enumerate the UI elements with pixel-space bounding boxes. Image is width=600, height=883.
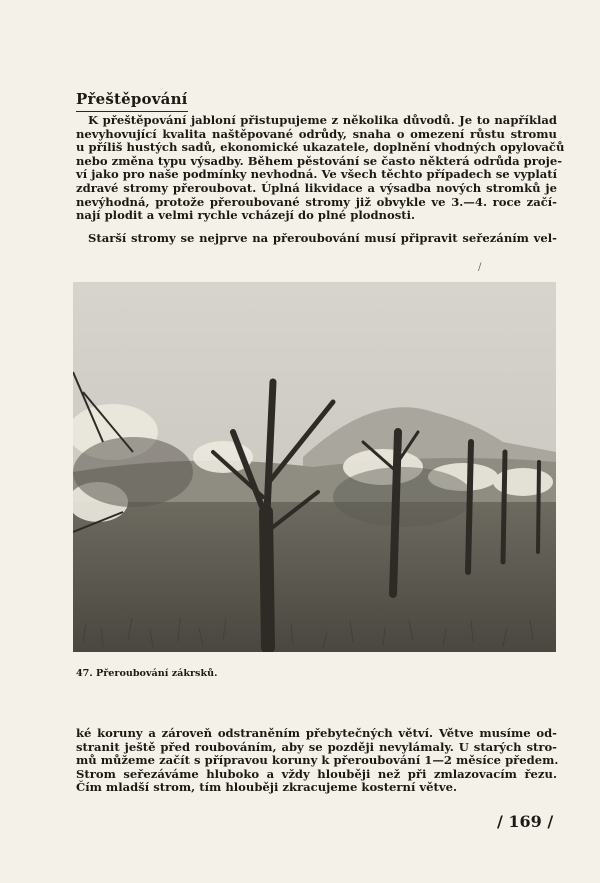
text-line: ví jako pro naše podmínky nevhodná. Ve všech těchto případech se vyplatí — [76, 167, 557, 182]
pencil-mark: / — [478, 262, 482, 273]
text-line: nají plodit a velmi rychle vcházejí do plné plodnosti. — [76, 208, 416, 223]
paragraph-intro — [76, 113, 565, 223]
text-line: Čím mladší strom, tím hlouběji zkracujeme kosterní větve. — [76, 780, 458, 795]
text-line: Starší stromy se nejprve na přeroubování musí připravit seřezáním vel- — [88, 231, 557, 245]
orchard-photo-illustration — [73, 282, 556, 652]
figure-caption: 47. Přeroubování zákrsků. — [76, 668, 218, 679]
text-line: nevyhovující kvalita naštěpované odrůdy, snaha o omezení růstu stromu — [76, 126, 557, 141]
text-line: u příliš hustých sadů, ekonomické ukazatele, doplnění vhodných opylovačů — [76, 140, 565, 155]
text-line: nevýhodná, protože přeroubované stromy již obvykle ve 3.—4. roce začí- — [76, 194, 557, 209]
text-line: mů můžeme začít s přípravou koruny k přeroubování 1—2 měsíce předem. — [76, 753, 559, 768]
text-line: ké koruny a zároveň odstraněním přebytečných větví. Větve musíme od- — [76, 726, 557, 740]
text-line: nebo změna typu výsadby. Během pěstování se často některá odrůda proje- — [76, 153, 563, 168]
text-line: K přeštěpování jabloní přistupujeme z několika důvodů. Je to například — [88, 113, 557, 127]
text-line: zdravé stromy přeroubovat. Úplná likvidace a výsadba nových stromků je — [76, 180, 557, 195]
figure-photo-grafted-trees — [73, 282, 556, 652]
paragraph-preparation — [76, 232, 557, 246]
section-heading: Přeštěpování — [76, 90, 188, 112]
text-line: stranit ještě před roubováním, aby se později nevylámaly. U starých stro- — [76, 739, 557, 754]
page-number: / 169 / — [497, 812, 554, 831]
paragraph-continuation — [76, 727, 557, 795]
text-line: Strom seřezáváme hluboko a vždy hlouběji než při zmlazovacím řezu. — [76, 766, 557, 781]
